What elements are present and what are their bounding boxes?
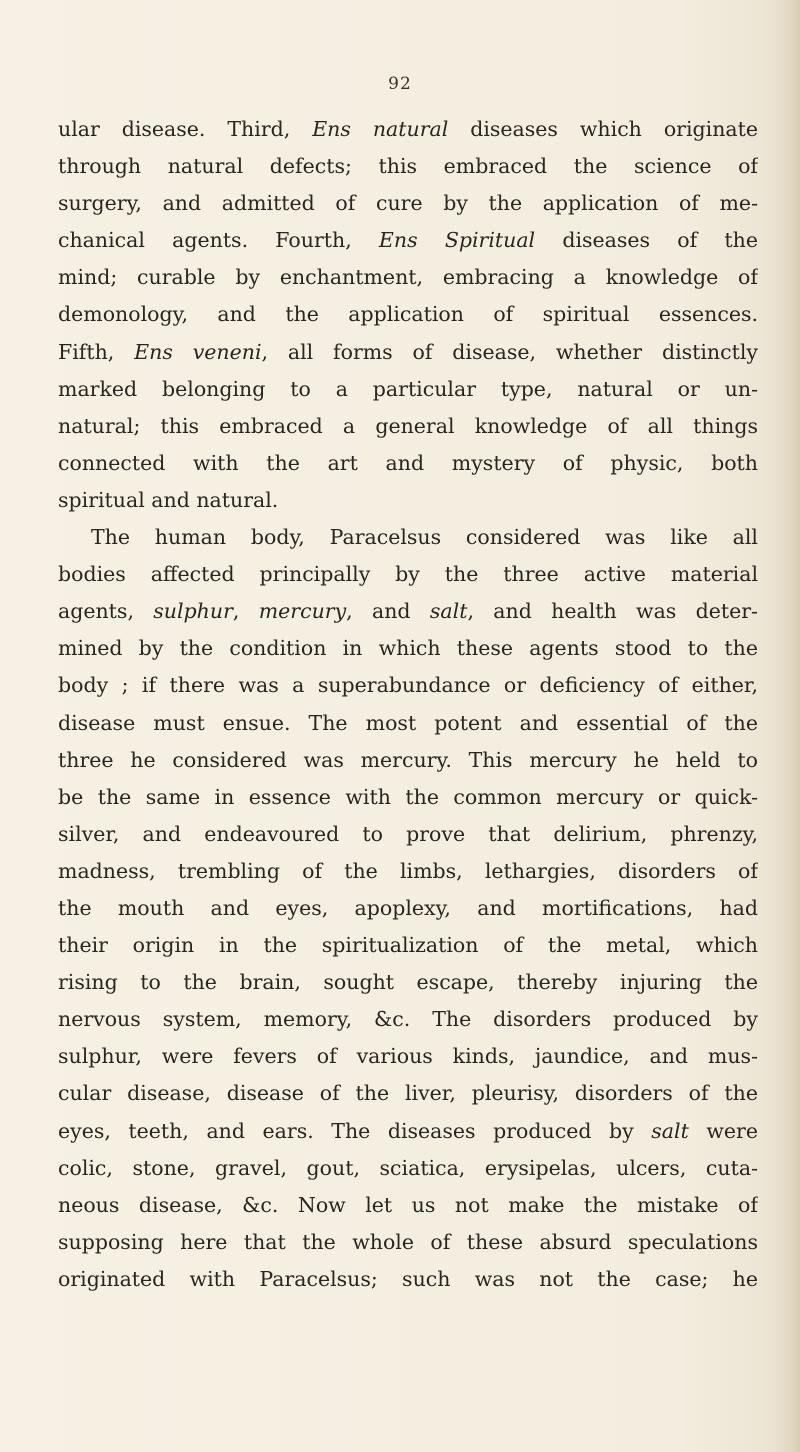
body-text [58, 111, 758, 1298]
text-line: body ; if there was a superabundance or deficiency of either, [58, 673, 758, 698]
text-line: supposing here that the whole of these absurd speculations [58, 1229, 758, 1254]
page-number: 92 [388, 74, 412, 94]
text-line: connected with the art and mystery of physic, both [58, 450, 758, 475]
text-line: marked belonging to a particular type, natural or un- [58, 376, 758, 401]
text-line: disease must ensue. The most potent and essential of the [58, 710, 758, 735]
text-line: the mouth and eyes, apoplexy, and mortifications, had [58, 895, 758, 920]
text-line: their origin in the spiritualization of the metal, which [58, 933, 758, 958]
text-line: rising to the brain, sought escape, thereby injuring the [58, 970, 758, 995]
text-line: The human body, Paracelsus considered was like all [91, 525, 758, 550]
text-line: through natural defects; this embraced the science of [58, 154, 758, 179]
text-line: cular disease, disease of the liver, pleurisy, disorders of the [58, 1081, 758, 1106]
text-line: colic, stone, gravel, gout, sciatica, erysipelas, ulcers, cuta- [58, 1155, 758, 1180]
text-line: madness, trembling of the limbs, lethargies, disorders of [58, 858, 758, 883]
text-line: natural; this embraced a general knowledge of all things [58, 413, 758, 438]
text-line: bodies affected principally by the three active material [58, 562, 758, 587]
text-line: three he considered was mercury. This mercury he held to [58, 747, 758, 772]
text-line: nervous system, memory, &c. The disorders produced by [58, 1007, 758, 1032]
text-line: agents, sulphur, mercury, and salt, and health was deter- [58, 599, 758, 624]
text-line: demonology, and the application of spiritual essences. [58, 302, 758, 327]
text-line: originated with Paracelsus; such was not the case; he [58, 1266, 758, 1291]
text-line: mind; curable by enchantment, embracing a knowledge of [58, 265, 758, 290]
text-line: sulphur, were fevers of various kinds, jaundice, and mus- [58, 1044, 758, 1069]
text-line: spiritual and natural. [58, 487, 279, 512]
text-line: ular disease. Third, Ens natural diseases which originate [58, 117, 758, 141]
text-line: neous disease, &c. Now let us not make the mistake of [58, 1192, 758, 1217]
text-line: mined by the condition in which these agents stood to the [58, 636, 758, 661]
text-line: chanical agents. Fourth, Ens Spiritual diseases of the [58, 228, 758, 253]
text-line: be the same in essence with the common mercury or quick- [58, 784, 758, 809]
page-edge-shadow [776, 0, 800, 1452]
text-line: surgery, and admitted of cure by the application of me- [58, 191, 758, 216]
text-line: Fifth, Ens veneni, all forms of disease, whether distinctly [58, 339, 758, 364]
text-line: eyes, teeth, and ears. The diseases produced by salt were [58, 1118, 758, 1143]
text-line: silver, and endeavoured to prove that delirium, phrenzy, [58, 821, 758, 846]
